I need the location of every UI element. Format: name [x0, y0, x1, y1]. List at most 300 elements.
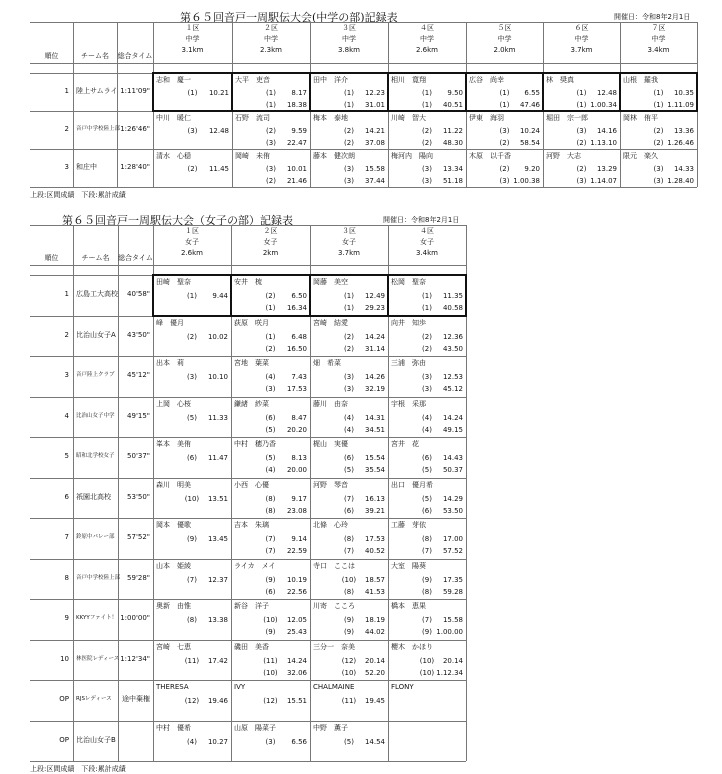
cumulative-time: 18.38: [286, 101, 307, 109]
runner-name: 川寄 こころ: [313, 602, 355, 610]
team-name: 比治山女子A: [76, 330, 116, 339]
section-title: 第６５回音戸一周駅伝大会（女子の部）記録表: [62, 214, 293, 227]
legend-note: 上段:区間成績 下段:累計成績: [30, 191, 126, 199]
leg-time: 20.14: [442, 656, 463, 665]
cumulative-time: 58.54: [519, 139, 540, 147]
leg-rank: (1): [499, 89, 510, 97]
runner-name: 山根 羅我: [623, 76, 658, 84]
leg-time: 6.48: [291, 332, 307, 341]
leg-rank: (8): [265, 494, 276, 503]
total-time: 1:12'34": [120, 654, 150, 663]
row-divider: [30, 111, 697, 112]
leg-rank: (6): [422, 454, 432, 462]
row-divider: [30, 356, 466, 357]
cumulative-rank: (10): [341, 668, 357, 677]
total-time: 1:00'00": [120, 614, 150, 623]
leg-time: 14.24: [286, 656, 307, 665]
cumulative-time: 35.54: [364, 466, 385, 474]
cumulative-rank: (1): [344, 101, 354, 109]
cumulative-time: 16.50: [286, 344, 307, 353]
runner-name: 相川 寛翔: [391, 76, 426, 84]
total-time: 50'37": [127, 452, 150, 461]
cumulative-time: 59.28: [442, 587, 463, 596]
leg-time: 14.24: [442, 413, 463, 422]
leg-rank: (9): [187, 535, 197, 543]
row-divider: [30, 599, 466, 600]
leg-rank: (2): [422, 127, 432, 135]
team-name: 昭和北学校女子: [76, 453, 115, 460]
runner-name: 志和 慶一: [156, 76, 191, 84]
runner-name: 大室 陽葵: [391, 561, 426, 570]
cumulative-time: 23.08: [286, 506, 307, 515]
rank-cell: 2: [64, 330, 69, 339]
leg-header-name: ３区: [342, 24, 356, 32]
leg-header-category: 女子: [185, 238, 199, 246]
cumulative-rank: (9): [344, 628, 354, 636]
leg-rank: (3): [422, 373, 432, 381]
leg-time: 12.23: [364, 89, 385, 97]
cumulative-rank: (3): [266, 139, 276, 147]
cumulative-time: 44.02: [364, 628, 385, 636]
leg-header-distance: 2.0km: [493, 46, 516, 54]
cumulative-time: 29.23: [364, 304, 385, 312]
leg-rank: (8): [187, 616, 197, 624]
leg-header-name: ４区: [420, 24, 434, 32]
leg-rank: (2): [266, 127, 276, 135]
leg-header-distance: 2.6km: [415, 46, 438, 54]
cumulative-rank: (1): [653, 101, 664, 109]
row-divider: [30, 316, 466, 317]
leg-time: 18.57: [364, 575, 385, 584]
header-total-time: 総合タイム: [118, 254, 153, 262]
leg-rank: (8): [422, 535, 432, 543]
leg-header-category: 中学: [651, 35, 666, 43]
leg-rank: (5): [422, 494, 432, 503]
leg-rank: (3): [187, 373, 197, 381]
runner-name: 宮井 花: [391, 440, 419, 448]
leg-rank: (3): [499, 127, 510, 135]
cumulative-rank: (2): [265, 344, 276, 353]
leg-rank: (3): [344, 165, 354, 173]
leg-time: 11.35: [442, 292, 463, 300]
leg-time: 14.24: [364, 332, 385, 341]
leg-rank: (9): [422, 575, 432, 584]
runner-name: 宇根 采那: [391, 399, 426, 408]
team-name: 和庄中: [76, 163, 97, 171]
rank-cell: 10: [60, 654, 69, 663]
runner-name: 川崎 智大: [391, 114, 426, 122]
runner-name: 山原 陽菜子: [234, 723, 276, 732]
cumulative-time: 20.00: [286, 466, 307, 474]
total-time: 43'50": [127, 330, 150, 339]
leg-rank: (4): [265, 373, 276, 381]
cumulative-time: 47.46: [519, 101, 540, 109]
leg-header-name: ３区: [342, 227, 356, 235]
runner-name: 岡崎 未侑: [235, 152, 270, 160]
runner-name: 向井 知歩: [391, 318, 426, 327]
cumulative-rank: (1): [422, 101, 432, 109]
runner-name: 鎌緒 紗菜: [234, 399, 269, 408]
runner-name: 林 奨真: [546, 76, 574, 84]
leg-rank: (1): [653, 89, 664, 97]
team-name: 広島工大高校: [76, 290, 118, 299]
leg-rank: (2): [422, 332, 432, 341]
cumulative-time: 32.06: [286, 668, 307, 677]
total-time: 1:26'46": [120, 125, 150, 133]
row-divider: [30, 397, 466, 398]
runner-name: 大平 吏音: [235, 76, 270, 84]
leg-rank: (12): [341, 656, 357, 665]
leg-time: 16.13: [364, 494, 385, 503]
runner-name: 河野 琴音: [313, 480, 348, 489]
cumulative-rank: (6): [422, 506, 432, 515]
cumulative-rank: (2): [344, 139, 354, 147]
cumulative-rank: (7): [344, 547, 354, 555]
cumulative-time: 31.01: [364, 101, 385, 109]
cumulative-time: 37.08: [364, 139, 385, 147]
cumulative-rank: (1): [344, 304, 354, 312]
runner-name: 梅河内 陽向: [391, 152, 433, 160]
cumulative-rank: (6): [265, 587, 276, 596]
leg-time: 12.36: [442, 332, 463, 341]
cumulative-time: 1.00.00: [436, 628, 463, 636]
event-date: 開催日：令和8年2月1日: [614, 13, 691, 21]
team-name: 祇園北高校: [76, 492, 111, 501]
leg-time: 15.51: [286, 697, 307, 705]
rank-cell: 3: [64, 371, 69, 380]
cumulative-time: 41.53: [364, 587, 385, 596]
runner-name: 中村 穂乃香: [234, 440, 276, 448]
runner-name: 梅本 泰地: [313, 114, 348, 122]
leg-time: 11.33: [207, 413, 228, 422]
leg-time: 11.47: [207, 454, 228, 462]
cumulative-rank: (8): [344, 587, 354, 596]
rank-cell: 2: [64, 125, 69, 133]
cumulative-time: 57.52: [442, 547, 463, 555]
runner-name: 伊東 海羽: [469, 114, 504, 122]
header-sep-line: [30, 73, 697, 74]
leg-time: 14.29: [442, 494, 463, 503]
runner-name: 田中 洋介: [313, 76, 348, 84]
team-name: 音戸陸上クラブ: [76, 372, 115, 379]
cumulative-rank: (7): [422, 547, 432, 555]
leg-header-category: 中学: [185, 35, 200, 43]
leg-rank: (1): [344, 292, 354, 300]
leg-rank: (7): [265, 535, 276, 543]
leg-time: 10.19: [286, 575, 307, 584]
rank-cell: 7: [64, 533, 69, 542]
runner-name: 田崎 聖奈: [156, 278, 191, 286]
leg-time: 9.50: [447, 89, 463, 97]
total-time: 40'58": [127, 290, 150, 299]
runner-name: 磯田 美香: [234, 642, 269, 651]
rank-cell: 6: [64, 492, 69, 501]
leg-header-distance: 3.7km: [337, 249, 360, 257]
cumulative-time: 37.44: [364, 177, 385, 185]
runner-name: 松岡 聖奈: [391, 278, 426, 286]
cumulative-time: 21.46: [286, 177, 307, 185]
runner-name: 吉本 朱璃: [234, 521, 269, 529]
leg-time: 13.34: [442, 165, 463, 173]
runner-name: 新谷 洋子: [234, 602, 269, 610]
runner-name: 畑 希菜: [313, 359, 341, 367]
cumulative-rank: (5): [265, 425, 276, 434]
leg-time: 6.50: [291, 292, 307, 300]
leg-rank: (1): [187, 292, 197, 300]
leg-time: 12.48: [208, 127, 229, 135]
runner-name: 上岡 心桜: [156, 399, 191, 408]
leg-rank: (1): [422, 89, 432, 97]
cumulative-rank: (3): [422, 177, 432, 185]
leg-rank: (2): [499, 165, 510, 173]
row-divider: [30, 761, 466, 762]
total-time: 49'15": [127, 411, 150, 420]
leg-time: 7.43: [291, 373, 307, 381]
leg-rank: (4): [422, 413, 432, 422]
leg-header-distance: 3.1km: [181, 46, 204, 54]
total-time: 53'50": [127, 492, 150, 501]
leg-time: 19.46: [207, 697, 228, 705]
leg-time: 14.26: [364, 373, 385, 381]
leg-time: 6.55: [524, 89, 540, 97]
leg-time: 12.49: [364, 292, 385, 300]
leg-rank: (1): [344, 89, 354, 97]
leg-header-name: ２区: [264, 24, 278, 32]
leg-time: 20.14: [364, 656, 385, 665]
leg-rank: (1): [187, 89, 198, 97]
total-time: 途中棄権: [122, 695, 150, 704]
leg-rank: (9): [265, 575, 276, 584]
leg-header-name: ７区: [651, 24, 666, 32]
row-divider: [30, 437, 466, 438]
cumulative-rank: (1): [576, 101, 587, 109]
leg-time: 9.20: [524, 165, 540, 173]
leg-rank: (3): [265, 737, 276, 746]
leg-rank: (12): [263, 697, 278, 705]
cumulative-time: 25.43: [286, 628, 307, 636]
leg-time: 15.54: [364, 454, 385, 462]
leg-time: 17.35: [442, 575, 463, 584]
leg-time: 13.45: [207, 535, 228, 543]
leg-rank: (8): [344, 535, 354, 543]
leg-rank: (10): [184, 494, 200, 503]
runner-name: 奥新 由惟: [156, 602, 191, 610]
leg-rank: (7): [422, 616, 432, 624]
leg-time: 10.10: [207, 373, 228, 381]
cumulative-time: 1.11.09: [667, 101, 694, 109]
runner-name: 岡藤 美空: [313, 278, 348, 286]
total-time: 45'12": [127, 371, 150, 380]
leg-rank: (9): [344, 616, 354, 624]
rank-cell: OP: [59, 695, 69, 704]
cumulative-rank: (9): [422, 628, 432, 636]
team-name: 比治山女子B: [76, 735, 116, 744]
leg-time: 14.54: [364, 737, 385, 746]
leg-header-category: 女子: [420, 238, 434, 246]
cumulative-rank: (4): [422, 425, 432, 434]
leg-rank: (1): [576, 89, 587, 97]
cumulative-rank: (10): [419, 668, 435, 677]
header-sep-line: [30, 275, 466, 276]
section-title: 第６５回音戸一周駅伝大会(中学の部)記録表: [180, 11, 398, 24]
header-rank: 順位: [44, 52, 59, 60]
runner-name: 三浦 弥由: [391, 359, 426, 367]
cumulative-time: 39.21: [364, 506, 385, 515]
runner-name: 中野 薫子: [313, 723, 348, 732]
runner-name: 北條 心玲: [313, 521, 348, 529]
leg-time: 9.44: [212, 292, 228, 300]
cumulative-rank: (2): [576, 139, 587, 147]
runner-name: 森川 明美: [156, 480, 191, 489]
row-divider: [30, 680, 466, 681]
row-divider: [30, 518, 466, 519]
leg-rank: (10): [419, 656, 435, 665]
leg-time: 13.29: [596, 165, 617, 173]
leg-rank: (7): [344, 494, 354, 503]
header-bottom-line: [30, 63, 697, 64]
runner-name: 清水 心穏: [156, 152, 191, 160]
rank-cell: 5: [64, 452, 69, 461]
cumulative-time: 40.51: [442, 101, 463, 109]
leg-rank: (3): [653, 165, 664, 173]
cumulative-time: 22.56: [286, 587, 307, 596]
rank-cell: 4: [64, 411, 69, 420]
runner-name: 三分一 奈美: [313, 642, 355, 651]
leg-time: 12.48: [596, 89, 617, 97]
runner-name: 峯本 美侑: [156, 440, 191, 448]
leg-header-category: 中学: [264, 35, 278, 43]
header-bottom-line: [30, 265, 466, 266]
column-divider: [73, 22, 74, 187]
runner-name: 宮崎 結愛: [313, 318, 348, 327]
cumulative-time: 40.58: [442, 304, 463, 312]
leg-header-category: 女子: [263, 238, 278, 246]
header-total-time: 総合タイム: [117, 52, 153, 60]
cumulative-time: 49.15: [442, 425, 463, 434]
rank-cell: 1: [64, 87, 69, 95]
cumulative-rank: (1): [265, 304, 276, 312]
runner-name: 木原 以千香: [469, 152, 511, 160]
leg-rank: (3): [422, 165, 432, 173]
leg-time: 11.22: [442, 127, 463, 135]
leg-time: 13.38: [207, 616, 228, 624]
cumulative-rank: (2): [653, 139, 664, 147]
cumulative-rank: (3): [499, 177, 510, 185]
runner-name: THERESA: [156, 683, 189, 691]
leg-header-distance: 2km: [262, 249, 279, 257]
leg-header-category: 中学: [420, 35, 434, 43]
cumulative-time: 51.18: [442, 177, 463, 185]
leg-header-name: ５区: [497, 24, 512, 32]
row-divider: [30, 187, 697, 188]
runner-name: 荻原 咲月: [234, 318, 269, 327]
cumulative-time: 32.19: [364, 385, 385, 393]
leg-time: 15.58: [442, 616, 463, 624]
runner-name: 石野 流司: [235, 114, 270, 122]
leg-time: 14.16: [596, 127, 617, 135]
runner-name: 工藤 芽依: [391, 521, 426, 529]
leg-time: 9.17: [291, 494, 307, 503]
runner-name: 山本 姫綾: [156, 561, 191, 570]
row-divider: [30, 478, 466, 479]
cumulative-time: 22.59: [286, 547, 307, 555]
leg-rank: (2): [265, 292, 276, 300]
leg-header-distance: 3.7km: [570, 46, 593, 54]
cumulative-rank: (5): [344, 466, 354, 474]
leg-header-distance: 3.8km: [337, 46, 360, 54]
leg-rank: (10): [263, 616, 278, 624]
leg-rank: (6): [265, 413, 276, 422]
cumulative-rank: (2): [422, 344, 432, 353]
runner-name: 広谷 尚幸: [469, 76, 504, 84]
runner-name: 宮地 葉菜: [234, 359, 269, 367]
column-divider: [466, 225, 467, 761]
header-team: チーム名: [81, 52, 109, 60]
leg-header-category: 女子: [342, 238, 356, 246]
cumulative-rank: (3): [422, 385, 432, 393]
runner-name: 藤本 健次朗: [313, 152, 355, 160]
runner-name: 岡本 優歌: [156, 521, 191, 529]
cumulative-rank: (3): [265, 385, 276, 393]
leg-time: 10.27: [207, 737, 228, 746]
runner-name: 限元 楽久: [623, 152, 658, 160]
leg-header-name: ６区: [574, 24, 589, 32]
leg-rank: (10): [341, 575, 357, 584]
leg-header-distance: 2.6km: [180, 249, 203, 257]
leg-rank: (11): [341, 697, 357, 705]
cumulative-time: 1.14.07: [590, 177, 617, 185]
leg-time: 12.53: [442, 373, 463, 381]
leg-time: 9.14: [291, 535, 307, 543]
leg-rank: (12): [184, 697, 200, 705]
runner-name: 小西 心優: [234, 480, 269, 489]
rank-cell: OP: [59, 735, 69, 744]
leg-rank: (3): [344, 373, 354, 381]
cumulative-rank: (7): [265, 547, 276, 555]
leg-time: 17.00: [442, 535, 463, 543]
leg-time: 17.53: [364, 535, 385, 543]
runner-name: 寺口 ここは: [313, 561, 355, 570]
leg-time: 8.13: [291, 454, 307, 462]
cumulative-rank: (3): [576, 177, 587, 185]
cumulative-time: 22.47: [286, 139, 307, 147]
cumulative-rank: (3): [344, 385, 354, 393]
leg-rank: (3): [187, 127, 198, 135]
total-time: 1:28'40": [120, 163, 150, 171]
leg-header-name: ４区: [420, 227, 434, 235]
leg-header-distance: 3.4km: [647, 46, 670, 54]
runner-name: IVY: [234, 683, 246, 691]
cumulative-rank: (5): [422, 466, 432, 474]
team-name: 比治山女子中学: [76, 412, 115, 419]
leg-time: 10.24: [519, 127, 540, 135]
leg-rank: (4): [187, 737, 197, 746]
cumulative-time: 53.50: [442, 506, 463, 515]
total-time: 57'52": [127, 533, 150, 542]
leg-rank: (11): [263, 656, 278, 665]
cumulative-time: 1.00.34: [590, 101, 617, 109]
row-divider: [30, 721, 466, 722]
header-rank: 順位: [44, 254, 59, 262]
leg-time: 10.02: [207, 332, 228, 341]
leg-header-category: 中学: [342, 35, 356, 43]
team-name: 音戸中学校陸上部: [76, 574, 121, 581]
leg-rank: (5): [187, 413, 197, 422]
leg-header-category: 中学: [497, 35, 512, 43]
leg-time: 13.51: [207, 494, 228, 503]
runner-name: 宮崎 七恵: [156, 642, 191, 651]
cumulative-rank: (4): [344, 425, 354, 434]
